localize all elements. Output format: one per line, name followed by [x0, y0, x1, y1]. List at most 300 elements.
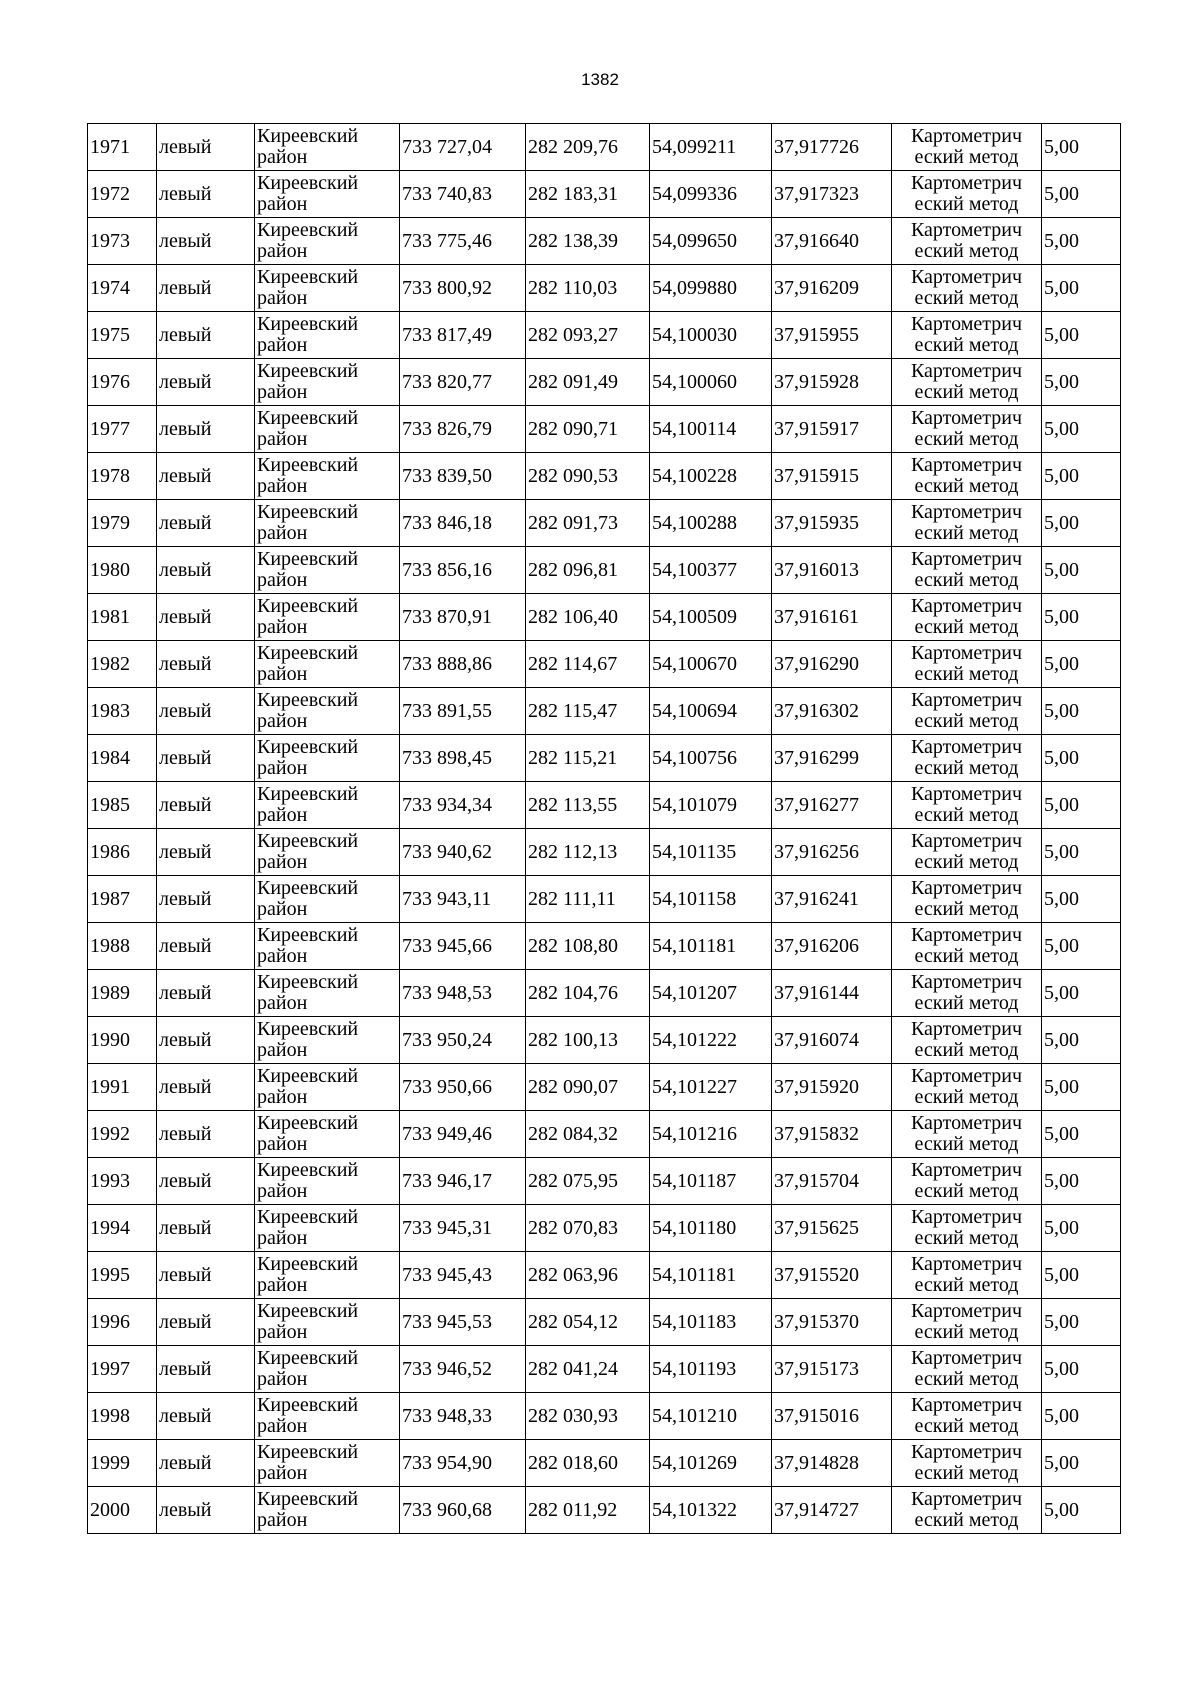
cell-side-text: левый [159, 1310, 212, 1333]
cell-longitude-text: 37,916277 [774, 793, 859, 816]
cell-accuracy-text: 5,00 [1044, 699, 1079, 722]
cell-latitude [650, 1017, 772, 1064]
table-row [88, 1346, 1121, 1393]
cell-x-text: 733 817,49 [402, 323, 492, 346]
cell-point-number [88, 406, 157, 453]
table-row [88, 735, 1121, 782]
cell-accuracy [1042, 688, 1121, 735]
cell-longitude-text: 37,915704 [774, 1169, 859, 1192]
cell-x [400, 876, 526, 923]
cell-side-text: левый [159, 511, 212, 534]
cell-y-text: 282 091,73 [528, 511, 618, 534]
cell-method-text: Картометрич [910, 924, 1023, 946]
cell-y [526, 1440, 650, 1487]
cell-latitude [650, 970, 772, 1017]
table-row [88, 594, 1121, 641]
cell-side-text: левый [159, 464, 212, 487]
cell-district-text: район [257, 193, 308, 215]
cell-district-text: район [257, 1133, 308, 1155]
cell-x-text: 733 888,86 [402, 652, 492, 675]
cell-side-text: левый [159, 1028, 212, 1051]
cell-method-text: Картометрич [910, 1018, 1023, 1040]
cell-district [255, 171, 400, 218]
cell-side-text: левый [159, 793, 212, 816]
cell-y-text: 282 041,24 [528, 1357, 618, 1380]
cell-point-number-text: 1973 [90, 229, 130, 252]
cell-method [892, 218, 1042, 265]
cell-y-text: 282 063,96 [528, 1263, 618, 1286]
cell-longitude-text: 37,916302 [774, 699, 859, 722]
cell-point-number [88, 1440, 157, 1487]
cell-district-text: район [257, 1039, 308, 1061]
cell-y [526, 547, 650, 594]
cell-district-text: район [257, 287, 308, 309]
cell-y-text: 282 090,53 [528, 464, 618, 487]
cell-district-text: Киреевский [257, 1347, 359, 1369]
cell-y [526, 1393, 650, 1440]
cell-method [892, 1111, 1042, 1158]
cell-longitude [772, 1487, 892, 1534]
cell-longitude-text: 37,916074 [774, 1028, 859, 1051]
cell-district-text: Киреевский [257, 360, 359, 382]
cell-latitude-text: 54,101187 [652, 1169, 737, 1192]
cell-longitude [772, 500, 892, 547]
table-row [88, 500, 1121, 547]
cell-point-number [88, 124, 157, 171]
cell-side-text: левый [159, 981, 212, 1004]
cell-y-text: 282 115,21 [528, 746, 618, 769]
cell-x-text: 733 820,77 [402, 370, 492, 393]
cell-latitude [650, 1205, 772, 1252]
cell-accuracy-text: 5,00 [1044, 370, 1079, 393]
cell-side [157, 171, 255, 218]
table-row [88, 218, 1121, 265]
cell-point-number [88, 735, 157, 782]
table-row [88, 1205, 1121, 1252]
cell-latitude [650, 218, 772, 265]
cell-side [157, 1205, 255, 1252]
cell-latitude-text: 54,101216 [652, 1122, 737, 1145]
cell-latitude [650, 500, 772, 547]
cell-longitude [772, 1205, 892, 1252]
cell-method-text: Картометрич [910, 1253, 1023, 1275]
cell-point-number-text: 1999 [90, 1451, 130, 1474]
cell-accuracy [1042, 1346, 1121, 1393]
cell-accuracy-text: 5,00 [1044, 652, 1079, 675]
cell-x [400, 1487, 526, 1534]
cell-latitude [650, 829, 772, 876]
cell-longitude-text: 37,916640 [774, 229, 859, 252]
cell-accuracy-text: 5,00 [1044, 1404, 1079, 1427]
cell-point-number-text: 1981 [90, 605, 130, 628]
cell-district-text: район [257, 757, 308, 779]
cell-x [400, 218, 526, 265]
cell-point-number-text: 1977 [90, 417, 130, 440]
cell-district-text: Киреевский [257, 1065, 359, 1087]
cell-method-text: Картометрич [910, 1112, 1023, 1134]
cell-x-text: 733 945,43 [402, 1263, 492, 1286]
cell-district-text: район [257, 569, 308, 591]
cell-latitude [650, 359, 772, 406]
cell-method [892, 1393, 1042, 1440]
cell-y [526, 1111, 650, 1158]
cell-x [400, 1252, 526, 1299]
cell-district-text: Киреевский [257, 1018, 359, 1040]
cell-district-text: район [257, 1086, 308, 1108]
cell-y [526, 688, 650, 735]
cell-accuracy-text: 5,00 [1044, 934, 1079, 957]
cell-longitude [772, 1299, 892, 1346]
cell-accuracy-text: 5,00 [1044, 1263, 1079, 1286]
cell-x-text: 733 948,33 [402, 1404, 492, 1427]
cell-x-text: 733 775,46 [402, 229, 492, 252]
cell-district-text: Киреевский [257, 783, 359, 805]
cell-x [400, 453, 526, 500]
cell-point-number [88, 1252, 157, 1299]
cell-method-text: еский метод [914, 287, 1019, 309]
cell-latitude [650, 1346, 772, 1393]
cell-accuracy-text: 5,00 [1044, 182, 1079, 205]
cell-longitude [772, 124, 892, 171]
table-row [88, 1158, 1121, 1205]
cell-side [157, 876, 255, 923]
cell-district-text: район [257, 334, 308, 356]
cell-point-number-text: 1979 [90, 511, 130, 534]
cell-side [157, 124, 255, 171]
cell-point-number [88, 1393, 157, 1440]
cell-x-text: 733 870,91 [402, 605, 492, 628]
table-row [88, 171, 1121, 218]
cell-method-text: еский метод [914, 475, 1019, 497]
cell-accuracy [1042, 1393, 1121, 1440]
cell-district-text: Киреевский [257, 830, 359, 852]
cell-method-text: Картометрич [910, 1300, 1023, 1322]
cell-longitude [772, 1393, 892, 1440]
cell-accuracy-text: 5,00 [1044, 1498, 1079, 1521]
cell-y [526, 1017, 650, 1064]
cell-method-text: Картометрич [910, 125, 1023, 147]
cell-y-text: 282 110,03 [528, 276, 618, 299]
table-row [88, 1487, 1121, 1534]
cell-x [400, 406, 526, 453]
cell-side-text: левый [159, 1263, 212, 1286]
cell-x-text: 733 949,46 [402, 1122, 492, 1145]
cell-district [255, 641, 400, 688]
cell-latitude-text: 54,099880 [652, 276, 737, 299]
cell-district-text: район [257, 381, 308, 403]
cell-district [255, 359, 400, 406]
table-row [88, 876, 1121, 923]
cell-method [892, 782, 1042, 829]
cell-district-text: район [257, 898, 308, 920]
cell-y [526, 1252, 650, 1299]
cell-side [157, 1346, 255, 1393]
table-row [88, 124, 1121, 171]
cell-side-text: левый [159, 1169, 212, 1192]
page-number: 1382 [581, 70, 619, 89]
cell-x [400, 1393, 526, 1440]
cell-y-text: 282 090,07 [528, 1075, 618, 1098]
cell-y-text: 282 096,81 [528, 558, 618, 581]
cell-district [255, 1346, 400, 1393]
cell-accuracy [1042, 594, 1121, 641]
cell-district [255, 829, 400, 876]
cell-latitude [650, 923, 772, 970]
cell-point-number [88, 171, 157, 218]
cell-method-text: Картометрич [910, 1159, 1023, 1181]
table-row [88, 359, 1121, 406]
cell-method-text: Картометрич [910, 360, 1023, 382]
cell-point-number-text: 1986 [90, 840, 130, 863]
cell-y-text: 282 113,55 [528, 793, 618, 816]
cell-accuracy-text: 5,00 [1044, 1451, 1079, 1474]
cell-y [526, 1299, 650, 1346]
cell-longitude-text: 37,916290 [774, 652, 859, 675]
cell-method-text: еский метод [914, 1227, 1019, 1249]
cell-accuracy-text: 5,00 [1044, 1122, 1079, 1145]
cell-y-text: 282 011,92 [528, 1498, 618, 1521]
cell-district [255, 1111, 400, 1158]
cell-latitude [650, 876, 772, 923]
cell-x-text: 733 960,68 [402, 1498, 492, 1521]
cell-point-number-text: 1988 [90, 934, 130, 957]
cell-accuracy [1042, 829, 1121, 876]
cell-y-text: 282 100,13 [528, 1028, 618, 1051]
cell-longitude-text: 37,916206 [774, 934, 859, 957]
cell-latitude-text: 54,099336 [652, 182, 737, 205]
cell-side-text: левый [159, 699, 212, 722]
cell-side-text: левый [159, 1122, 212, 1145]
cell-longitude [772, 547, 892, 594]
cell-longitude-text: 37,915928 [774, 370, 859, 393]
cell-method-text: Картометрич [910, 266, 1023, 288]
cell-x [400, 1111, 526, 1158]
cell-district [255, 1064, 400, 1111]
cell-side-text: левый [159, 1404, 212, 1427]
cell-district-text: Киреевский [257, 1394, 359, 1416]
cell-district [255, 1205, 400, 1252]
cell-method [892, 1205, 1042, 1252]
cell-side-text: левый [159, 934, 212, 957]
cell-district-text: район [257, 1274, 308, 1296]
cell-method [892, 735, 1042, 782]
table-row [88, 1393, 1121, 1440]
cell-x [400, 1017, 526, 1064]
cell-accuracy [1042, 265, 1121, 312]
cell-point-number [88, 1346, 157, 1393]
cell-latitude-text: 54,101135 [652, 840, 737, 863]
cell-district-text: Киреевский [257, 736, 359, 758]
cell-method [892, 1299, 1042, 1346]
cell-method-text: Картометрич [910, 642, 1023, 664]
cell-y [526, 876, 650, 923]
cell-method-text: еский метод [914, 334, 1019, 356]
cell-y [526, 265, 650, 312]
table-row [88, 1299, 1121, 1346]
cell-side-text: левый [159, 1216, 212, 1239]
cell-latitude-text: 54,100670 [652, 652, 737, 675]
cell-point-number [88, 923, 157, 970]
cell-longitude [772, 594, 892, 641]
cell-x [400, 500, 526, 547]
cell-method-text: Картометрич [910, 172, 1023, 194]
cell-point-number [88, 782, 157, 829]
cell-district-text: Киреевский [257, 1159, 359, 1181]
cell-district [255, 923, 400, 970]
cell-latitude-text: 54,101181 [652, 934, 737, 957]
cell-district-text: район [257, 1180, 308, 1202]
cell-y [526, 641, 650, 688]
cell-accuracy [1042, 735, 1121, 782]
table-row [88, 1440, 1121, 1487]
cell-y [526, 312, 650, 359]
cell-method-text: еский метод [914, 1180, 1019, 1202]
cell-district [255, 782, 400, 829]
cell-district-text: район [257, 475, 308, 497]
cell-side [157, 594, 255, 641]
cell-accuracy [1042, 970, 1121, 1017]
cell-y-text: 282 054,12 [528, 1310, 618, 1333]
cell-side [157, 735, 255, 782]
cell-x-text: 733 839,50 [402, 464, 492, 487]
cell-method-text: еский метод [914, 992, 1019, 1014]
cell-method [892, 312, 1042, 359]
cell-district-text: Киреевский [257, 219, 359, 241]
cell-accuracy-text: 5,00 [1044, 746, 1079, 769]
cell-district [255, 500, 400, 547]
cell-y [526, 1346, 650, 1393]
cell-longitude-text: 37,915955 [774, 323, 859, 346]
cell-method-text: еский метод [914, 1274, 1019, 1296]
cell-side [157, 265, 255, 312]
cell-y [526, 735, 650, 782]
cell-accuracy-text: 5,00 [1044, 1169, 1079, 1192]
cell-district [255, 1393, 400, 1440]
cell-district-text: Киреевский [257, 454, 359, 476]
cell-x-text: 733 727,04 [402, 135, 492, 158]
cell-y-text: 282 093,27 [528, 323, 618, 346]
cell-side [157, 1017, 255, 1064]
cell-method [892, 1064, 1042, 1111]
cell-longitude-text: 37,915520 [774, 1263, 859, 1286]
cell-side-text: левый [159, 135, 212, 158]
cell-x [400, 171, 526, 218]
cell-point-number [88, 641, 157, 688]
cell-district-text: район [257, 1368, 308, 1390]
cell-method-text: Картометрич [910, 313, 1023, 335]
cell-district-text: Киреевский [257, 924, 359, 946]
cell-district-text: район [257, 663, 308, 685]
cell-accuracy [1042, 1064, 1121, 1111]
cell-district-text: район [257, 992, 308, 1014]
cell-point-number [88, 265, 157, 312]
cell-method-text: Картометрич [910, 501, 1023, 523]
cell-point-number [88, 1158, 157, 1205]
cell-y-text: 282 090,71 [528, 417, 618, 440]
cell-x-text: 733 950,24 [402, 1028, 492, 1051]
cell-accuracy-text: 5,00 [1044, 605, 1079, 628]
cell-x [400, 124, 526, 171]
cell-accuracy [1042, 1111, 1121, 1158]
cell-longitude-text: 37,916161 [774, 605, 859, 628]
cell-y [526, 1064, 650, 1111]
cell-x [400, 970, 526, 1017]
cell-longitude-text: 37,915832 [774, 1122, 859, 1145]
cell-longitude [772, 970, 892, 1017]
cell-longitude-text: 37,915625 [774, 1216, 859, 1239]
cell-latitude [650, 1111, 772, 1158]
cell-point-number-text: 1984 [90, 746, 130, 769]
cell-x [400, 265, 526, 312]
cell-y [526, 359, 650, 406]
cell-y-text: 282 112,13 [528, 840, 618, 863]
cell-latitude [650, 1440, 772, 1487]
cell-longitude-text: 37,916241 [774, 887, 859, 910]
cell-district [255, 312, 400, 359]
cell-method-text: Картометрич [910, 1394, 1023, 1416]
cell-accuracy-text: 5,00 [1044, 981, 1079, 1004]
cell-accuracy-text: 5,00 [1044, 887, 1079, 910]
table-row [88, 1252, 1121, 1299]
cell-y [526, 594, 650, 641]
cell-accuracy [1042, 453, 1121, 500]
cell-x-text: 733 946,52 [402, 1357, 492, 1380]
cell-longitude-text: 37,915370 [774, 1310, 859, 1333]
cell-accuracy [1042, 500, 1121, 547]
cell-accuracy-text: 5,00 [1044, 1028, 1079, 1051]
cell-method-text: Картометрич [910, 877, 1023, 899]
cell-side-text: левый [159, 652, 212, 675]
cell-district-text: район [257, 146, 308, 168]
cell-method-text: Картометрич [910, 1441, 1023, 1463]
cell-side-text: левый [159, 323, 212, 346]
cell-y-text: 282 106,40 [528, 605, 618, 628]
cell-method-text: Картометрич [910, 1488, 1023, 1510]
cell-side [157, 406, 255, 453]
cell-side-text: левый [159, 417, 212, 440]
cell-district [255, 735, 400, 782]
cell-latitude [650, 735, 772, 782]
cell-point-number-text: 1997 [90, 1357, 130, 1380]
cell-longitude-text: 37,916299 [774, 746, 859, 769]
cell-latitude-text: 54,100228 [652, 464, 737, 487]
cell-side [157, 641, 255, 688]
cell-point-number [88, 359, 157, 406]
cell-latitude [650, 1393, 772, 1440]
cell-latitude-text: 54,101207 [652, 981, 737, 1004]
cell-method-text: Картометрич [910, 783, 1023, 805]
cell-y [526, 453, 650, 500]
cell-side [157, 1299, 255, 1346]
cell-method-text: еский метод [914, 1321, 1019, 1343]
cell-latitude [650, 1252, 772, 1299]
cell-longitude [772, 876, 892, 923]
cell-longitude-text: 37,916144 [774, 981, 859, 1004]
cell-latitude [650, 594, 772, 641]
cell-side-text: левый [159, 229, 212, 252]
cell-y-text: 282 018,60 [528, 1451, 618, 1474]
cell-point-number-text: 1982 [90, 652, 130, 675]
table-row [88, 547, 1121, 594]
cell-district-text: Киреевский [257, 313, 359, 335]
cell-longitude-text: 37,915920 [774, 1075, 859, 1098]
cell-district-text: Киреевский [257, 125, 359, 147]
cell-x-text: 733 898,45 [402, 746, 492, 769]
cell-accuracy [1042, 782, 1121, 829]
cell-x-text: 733 945,31 [402, 1216, 492, 1239]
cell-district-text: район [257, 851, 308, 873]
cell-point-number [88, 829, 157, 876]
